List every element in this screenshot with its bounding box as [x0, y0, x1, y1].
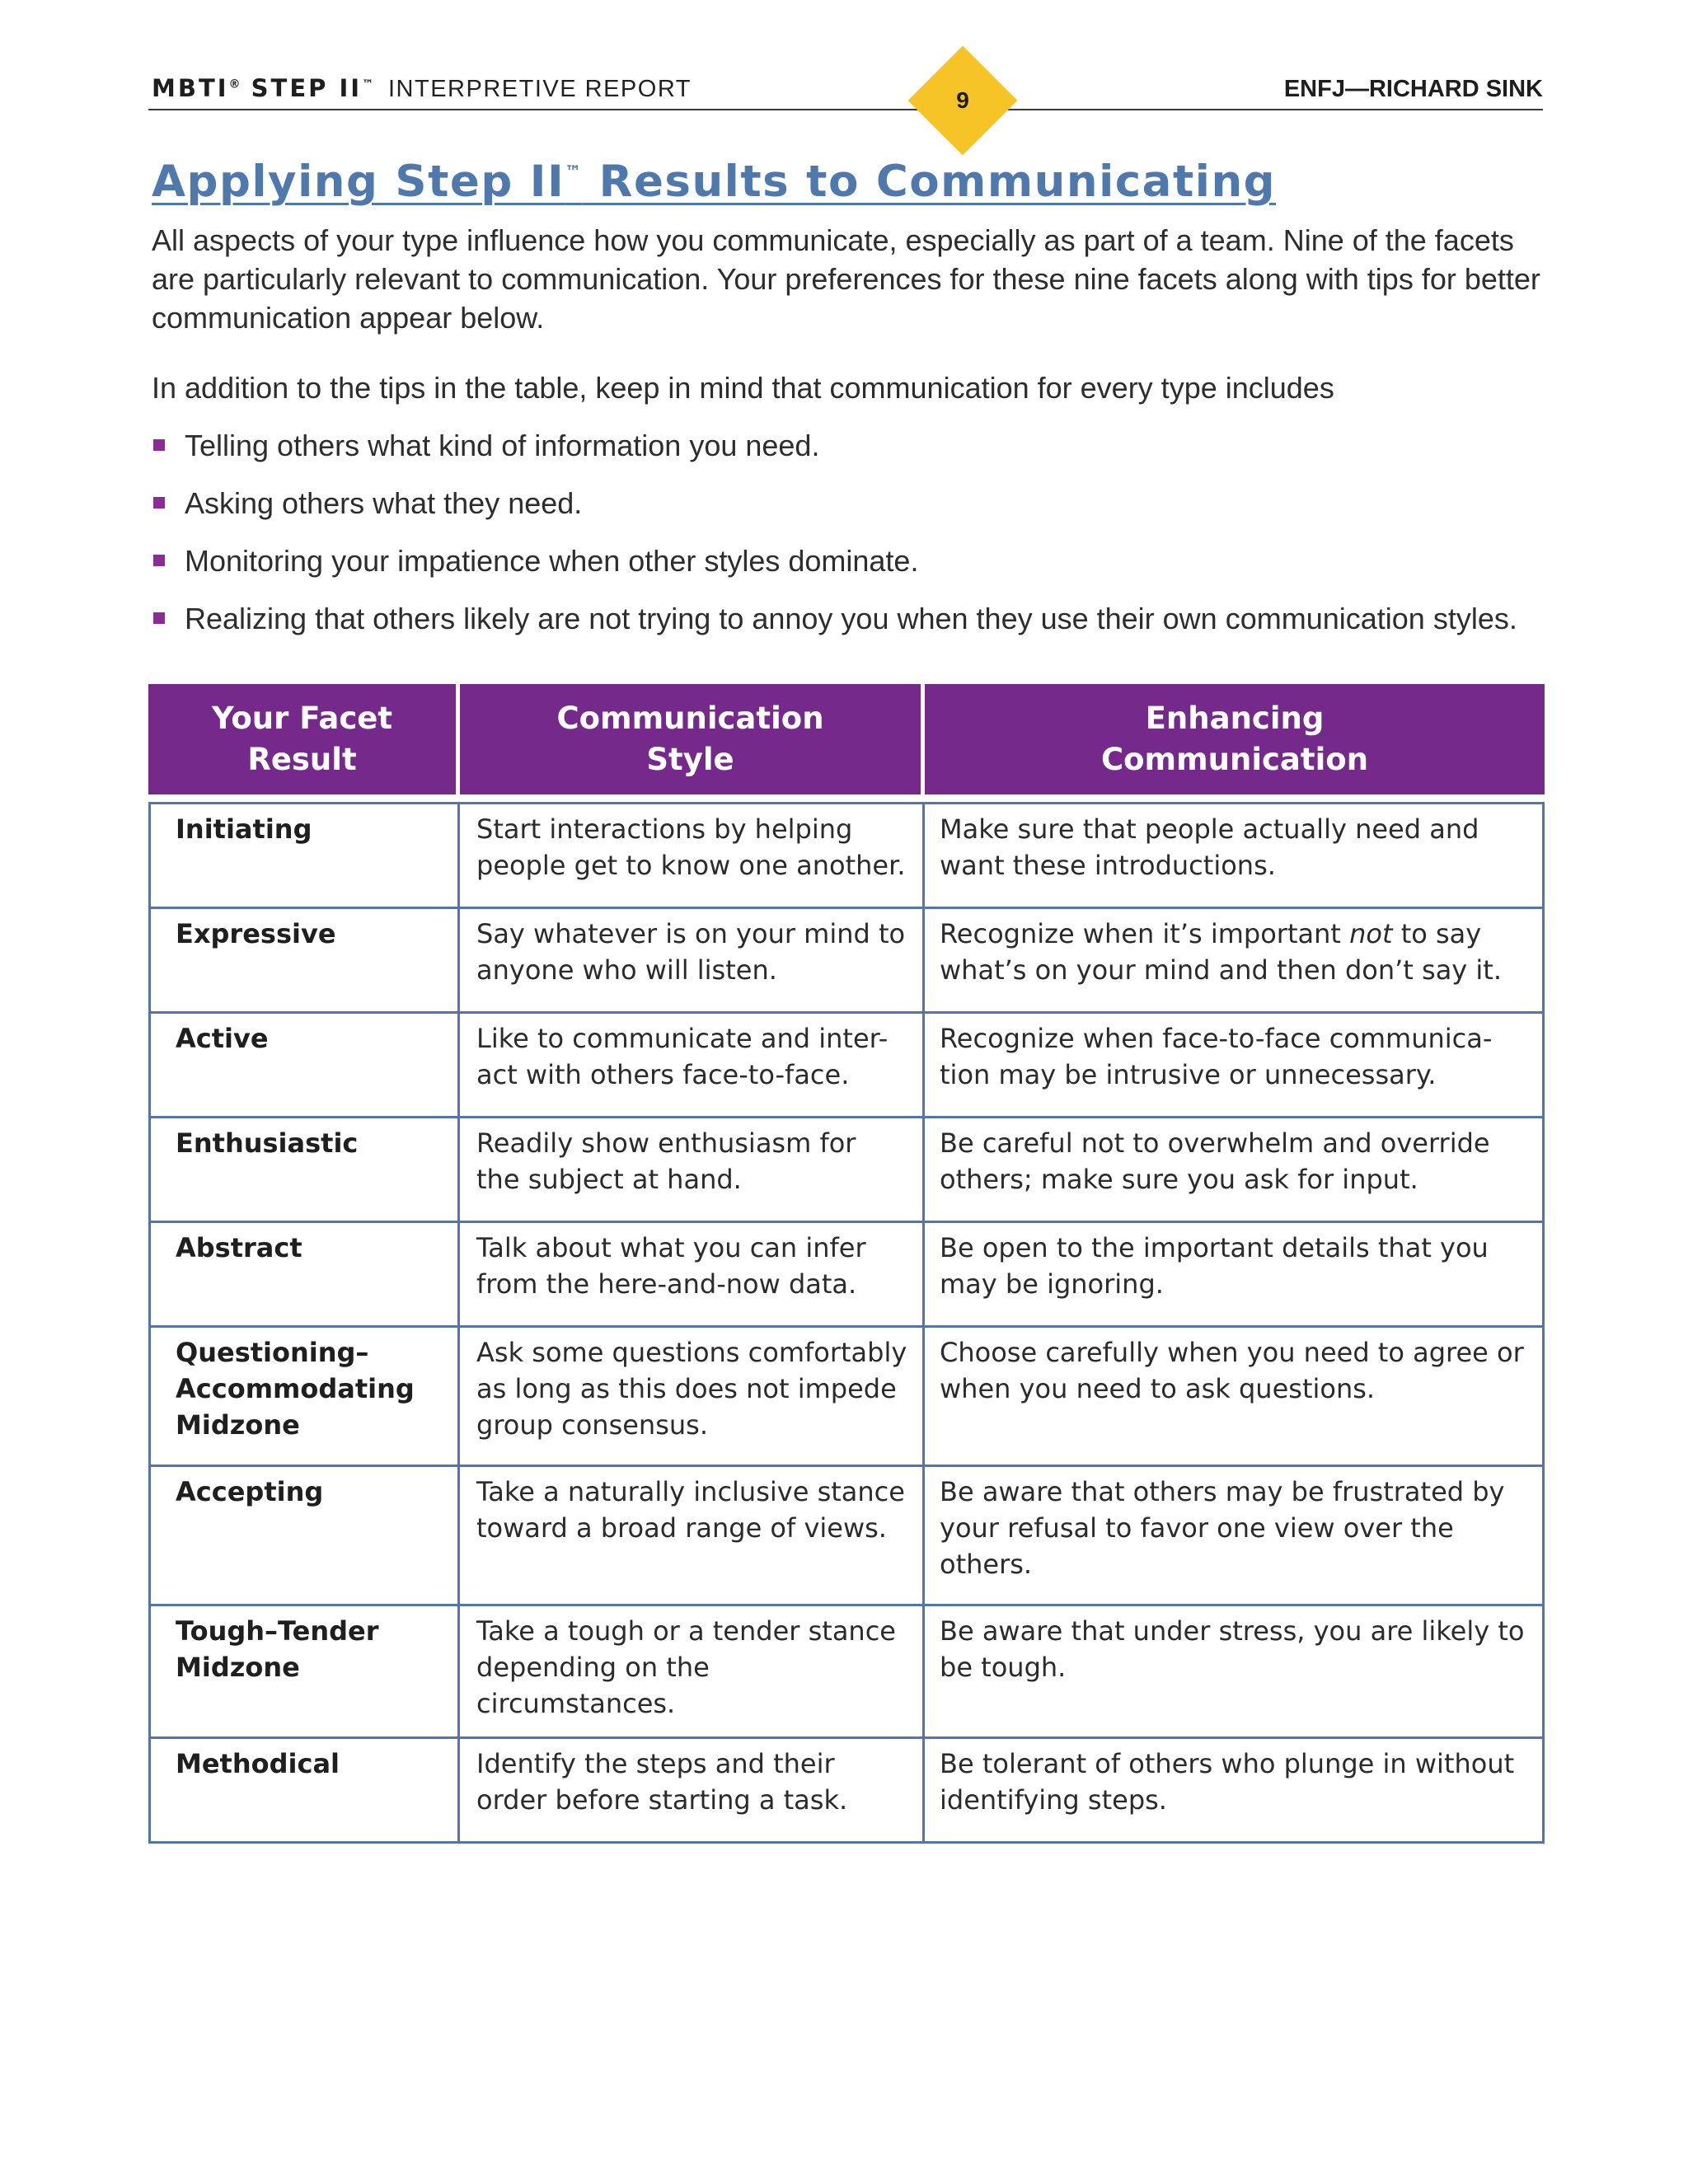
style-cell: Ask some questions comfortably as long as this does not impede group consensus.	[460, 1328, 925, 1467]
brand-name: MBTI® STEP II™	[152, 74, 374, 102]
tip-cell: Be open to the important details that you may be ignoring.	[925, 1223, 1545, 1328]
facet-cell: Accepting	[148, 1467, 460, 1606]
tip-cell: Be aware that under stress, you are likely to be tough.	[925, 1606, 1545, 1739]
facet-cell: Questioning– Accommodating Midzone	[148, 1328, 460, 1467]
facet-cell: Abstract	[148, 1223, 460, 1328]
square-bullet-icon	[153, 555, 165, 566]
facet-cell: Initiating	[148, 802, 460, 909]
report-header	[148, 68, 1543, 113]
facet-cell: Expressive	[148, 909, 460, 1014]
table-header-row	[148, 684, 1545, 802]
table-row	[148, 1328, 1545, 1467]
square-bullet-icon	[153, 439, 165, 451]
list-item: Realizing that others likely are not trying to annoy you when they use their own communication styles.	[152, 599, 1569, 657]
tip-cell: Recognize when face-to-face communica-tion may be intrusive or unnecessary.	[925, 1014, 1545, 1118]
table-row	[148, 1223, 1545, 1328]
style-cell: Like to communicate and inter-act with others face-to-face.	[460, 1014, 925, 1118]
style-cell: Readily show enthusiasm for the subject at hand.	[460, 1118, 925, 1223]
tip-cell: Make sure that people actually need and want these introductions.	[925, 802, 1545, 909]
client-name: ENFJ—RICHARD SINK	[1283, 76, 1543, 102]
table-row	[148, 1118, 1545, 1223]
facet-communication-table	[148, 684, 1545, 1844]
column-header-enhancing: Enhancing Communication	[925, 684, 1545, 802]
report-label: INTERPRETIVE REPORT	[387, 76, 692, 102]
intro-paragraph: All aspects of your type influence how you communicate, especially as part of a team. Nine of the facets are particularly relevant to communication. Your preferences for these nine facets along with tips for better communication appear below.	[152, 223, 1540, 335]
header-rule	[148, 109, 1543, 110]
style-cell: Start interactions by helping people get to know one another.	[460, 802, 925, 909]
table-row	[148, 1467, 1545, 1606]
list-item: Monitoring your impatience when other styles dominate.	[152, 541, 1569, 599]
style-cell: Say whatever is on your mind to anyone who will listen.	[460, 909, 925, 1014]
intro-paragraph-2: In addition to the tips in the table, keep in mind that communication for every type includes	[152, 371, 1334, 405]
tip-cell: Recognize when it’s important not to say what’s on your mind and then don’t say it.	[925, 909, 1545, 1014]
column-header-facet: Your Facet Result	[148, 684, 460, 802]
table-body	[148, 802, 1545, 1844]
tips-bullet-list	[152, 426, 1569, 657]
table-row	[148, 1606, 1545, 1739]
style-cell: Identify the steps and their order before starting a task.	[460, 1739, 925, 1844]
style-cell: Talk about what you can infer from the here-and-now data.	[460, 1223, 925, 1328]
table-row	[148, 1014, 1545, 1118]
tip-cell: Be aware that others may be frustrated by your refusal to favor one view over the others.	[925, 1467, 1545, 1606]
tip-cell: Choose carefully when you need to agree or when you need to ask questions.	[925, 1328, 1545, 1467]
style-cell: Take a tough or a tender stance depending on the circumstances.	[460, 1606, 925, 1739]
tip-cell: Be tolerant of others who plunge in without identifying steps.	[925, 1739, 1545, 1844]
page-title: Applying Step II™ Results to Communicating	[152, 157, 1277, 207]
page-number: 9	[956, 87, 969, 113]
facet-cell: Methodical	[148, 1739, 460, 1844]
style-cell: Take a naturally inclusive stance toward a broad range of views.	[460, 1467, 925, 1606]
table-row	[148, 1739, 1545, 1844]
tip-cell: Be careful not to overwhelm and override others; make sure you ask for input.	[925, 1118, 1545, 1223]
facet-cell: Tough–Tender Midzone	[148, 1606, 460, 1739]
facet-cell: Enthusiastic	[148, 1118, 460, 1223]
table-row	[148, 802, 1545, 909]
column-header-style: Communication Style	[460, 684, 925, 802]
list-item: Telling others what kind of information you need.	[152, 426, 1569, 484]
header-left	[152, 74, 692, 103]
table-row	[148, 909, 1545, 1014]
square-bullet-icon	[153, 612, 165, 624]
facet-cell: Active	[148, 1014, 460, 1118]
list-item: Asking others what they need.	[152, 484, 1569, 541]
square-bullet-icon	[153, 497, 165, 509]
table-header	[148, 684, 1545, 802]
